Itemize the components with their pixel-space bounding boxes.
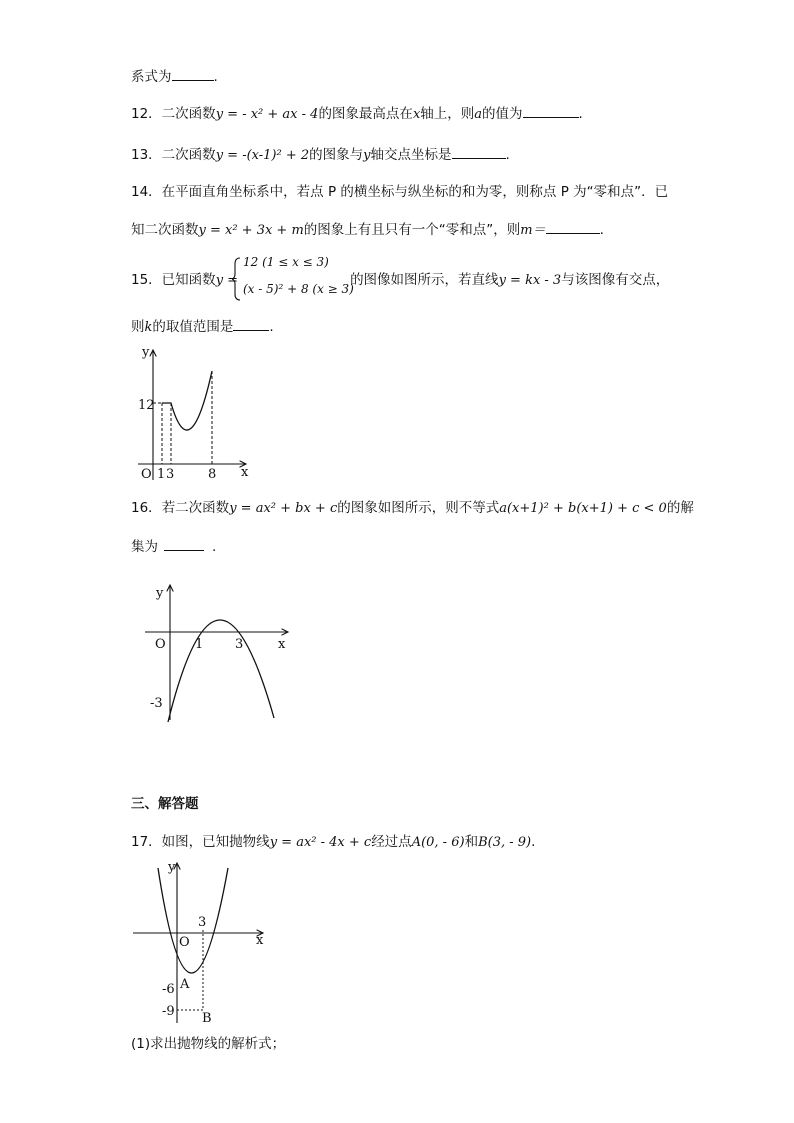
answer-blank[interactable] — [172, 66, 214, 81]
point-a-label: A — [180, 977, 190, 992]
point-a-coords: A(0, - 6) — [411, 835, 465, 850]
q16-expression: y = ax² + bx + c — [229, 501, 338, 516]
origin-label: O — [141, 467, 152, 482]
figure-16 — [140, 580, 300, 725]
x-tick-8: 8 — [208, 467, 217, 482]
answer-blank[interactable] — [546, 219, 600, 234]
y-tick-neg3: -3 — [150, 696, 163, 711]
function-curve — [162, 371, 212, 430]
figure-15 — [128, 340, 268, 485]
x-tick-1: 1 — [195, 637, 204, 652]
y-tick-12: 12 — [138, 398, 155, 413]
question-16-line1: 16．若二次函数y = ax² + bx + c的图象如图所示，则不等式a(x+1)² + b(x+1) + c < 0的解 — [131, 500, 694, 516]
y-tick-neg6: -6 — [162, 982, 175, 997]
q17-expression: y = ax² - 4x + c — [269, 835, 372, 850]
q11-text: 系式为 — [131, 69, 172, 85]
x-tick-3: 3 — [198, 915, 207, 930]
answer-blank[interactable] — [233, 316, 269, 331]
answer-blank[interactable] — [452, 144, 506, 159]
question-15-line2: 则k的取值范围是 . — [131, 316, 274, 338]
question-12: 12．二次函数y = - x² + ax - 4的图象最高点在x轴上，则a的值为 . — [131, 103, 583, 125]
point-b-coords: B(3, - 9) — [478, 835, 532, 850]
point-b-label: B — [202, 1011, 212, 1026]
x-tick-3: 3 — [166, 467, 175, 482]
question-13: 13．二次函数y = -(x-1)² + 2的图象与y轴交点坐标是 . — [131, 144, 510, 166]
origin-label: O — [155, 637, 166, 652]
x-axis-label: x — [241, 465, 249, 480]
question-14-line2: 知二次函数y = x² + 3x + m的图象上有且只有一个“零和点”，则m＝ . — [131, 219, 604, 241]
answer-blank[interactable] — [523, 103, 579, 118]
y-axis-label: y — [156, 586, 164, 601]
piecewise-case-2: (x - 5)² + 8 (x ≥ 3) — [243, 282, 354, 296]
q15-line-expression: y = kx - 3 — [498, 273, 562, 288]
question-14-line1: 14．在平面直角坐标系中，若点 P 的横坐标与纵坐标的和为零，则称点 P 为“零和点”．已 — [131, 184, 669, 200]
parabola — [158, 868, 228, 973]
question-17: 17．如图，已知抛物线y = ax² - 4x + c经过点A(0, - 6)和B(3, - 9). — [131, 834, 536, 850]
origin-label: O — [179, 935, 190, 950]
question-15-line1: 15．已知函数y = 的图像如图所示，若直线y = kx - 3与该图像有交点， — [131, 272, 670, 288]
question-16-line2: 集为 . — [131, 536, 216, 557]
figure-17 — [130, 858, 270, 1028]
parabola — [168, 620, 274, 722]
x-axis-label: x — [256, 933, 264, 948]
q17-subquestion-1: (1)求出抛物线的解析式； — [131, 1036, 286, 1052]
y-axis-label: y — [168, 860, 176, 875]
piecewise-case-1: 12 (1 ≤ x ≤ 3) — [243, 255, 329, 269]
y-axis-label: y — [142, 345, 150, 360]
x-tick-3: 3 — [235, 637, 244, 652]
x-axis-label: x — [278, 637, 286, 652]
section-heading: 三、解答题 — [131, 796, 199, 812]
q14-expression: y = x² + 3x + m — [198, 223, 304, 238]
q16-inequality: a(x+1)² + b(x+1) + c < 0 — [499, 501, 667, 516]
q13-expression: y = -(x-1)² + 2 — [215, 148, 310, 163]
answer-blank[interactable] — [164, 536, 204, 551]
y-tick-neg9: -9 — [162, 1004, 175, 1019]
q12-expression: y = - x² + ax - 4 — [215, 107, 319, 122]
q11-tail: 系式为 . — [131, 66, 218, 87]
x-tick-1: 1 — [157, 467, 166, 482]
